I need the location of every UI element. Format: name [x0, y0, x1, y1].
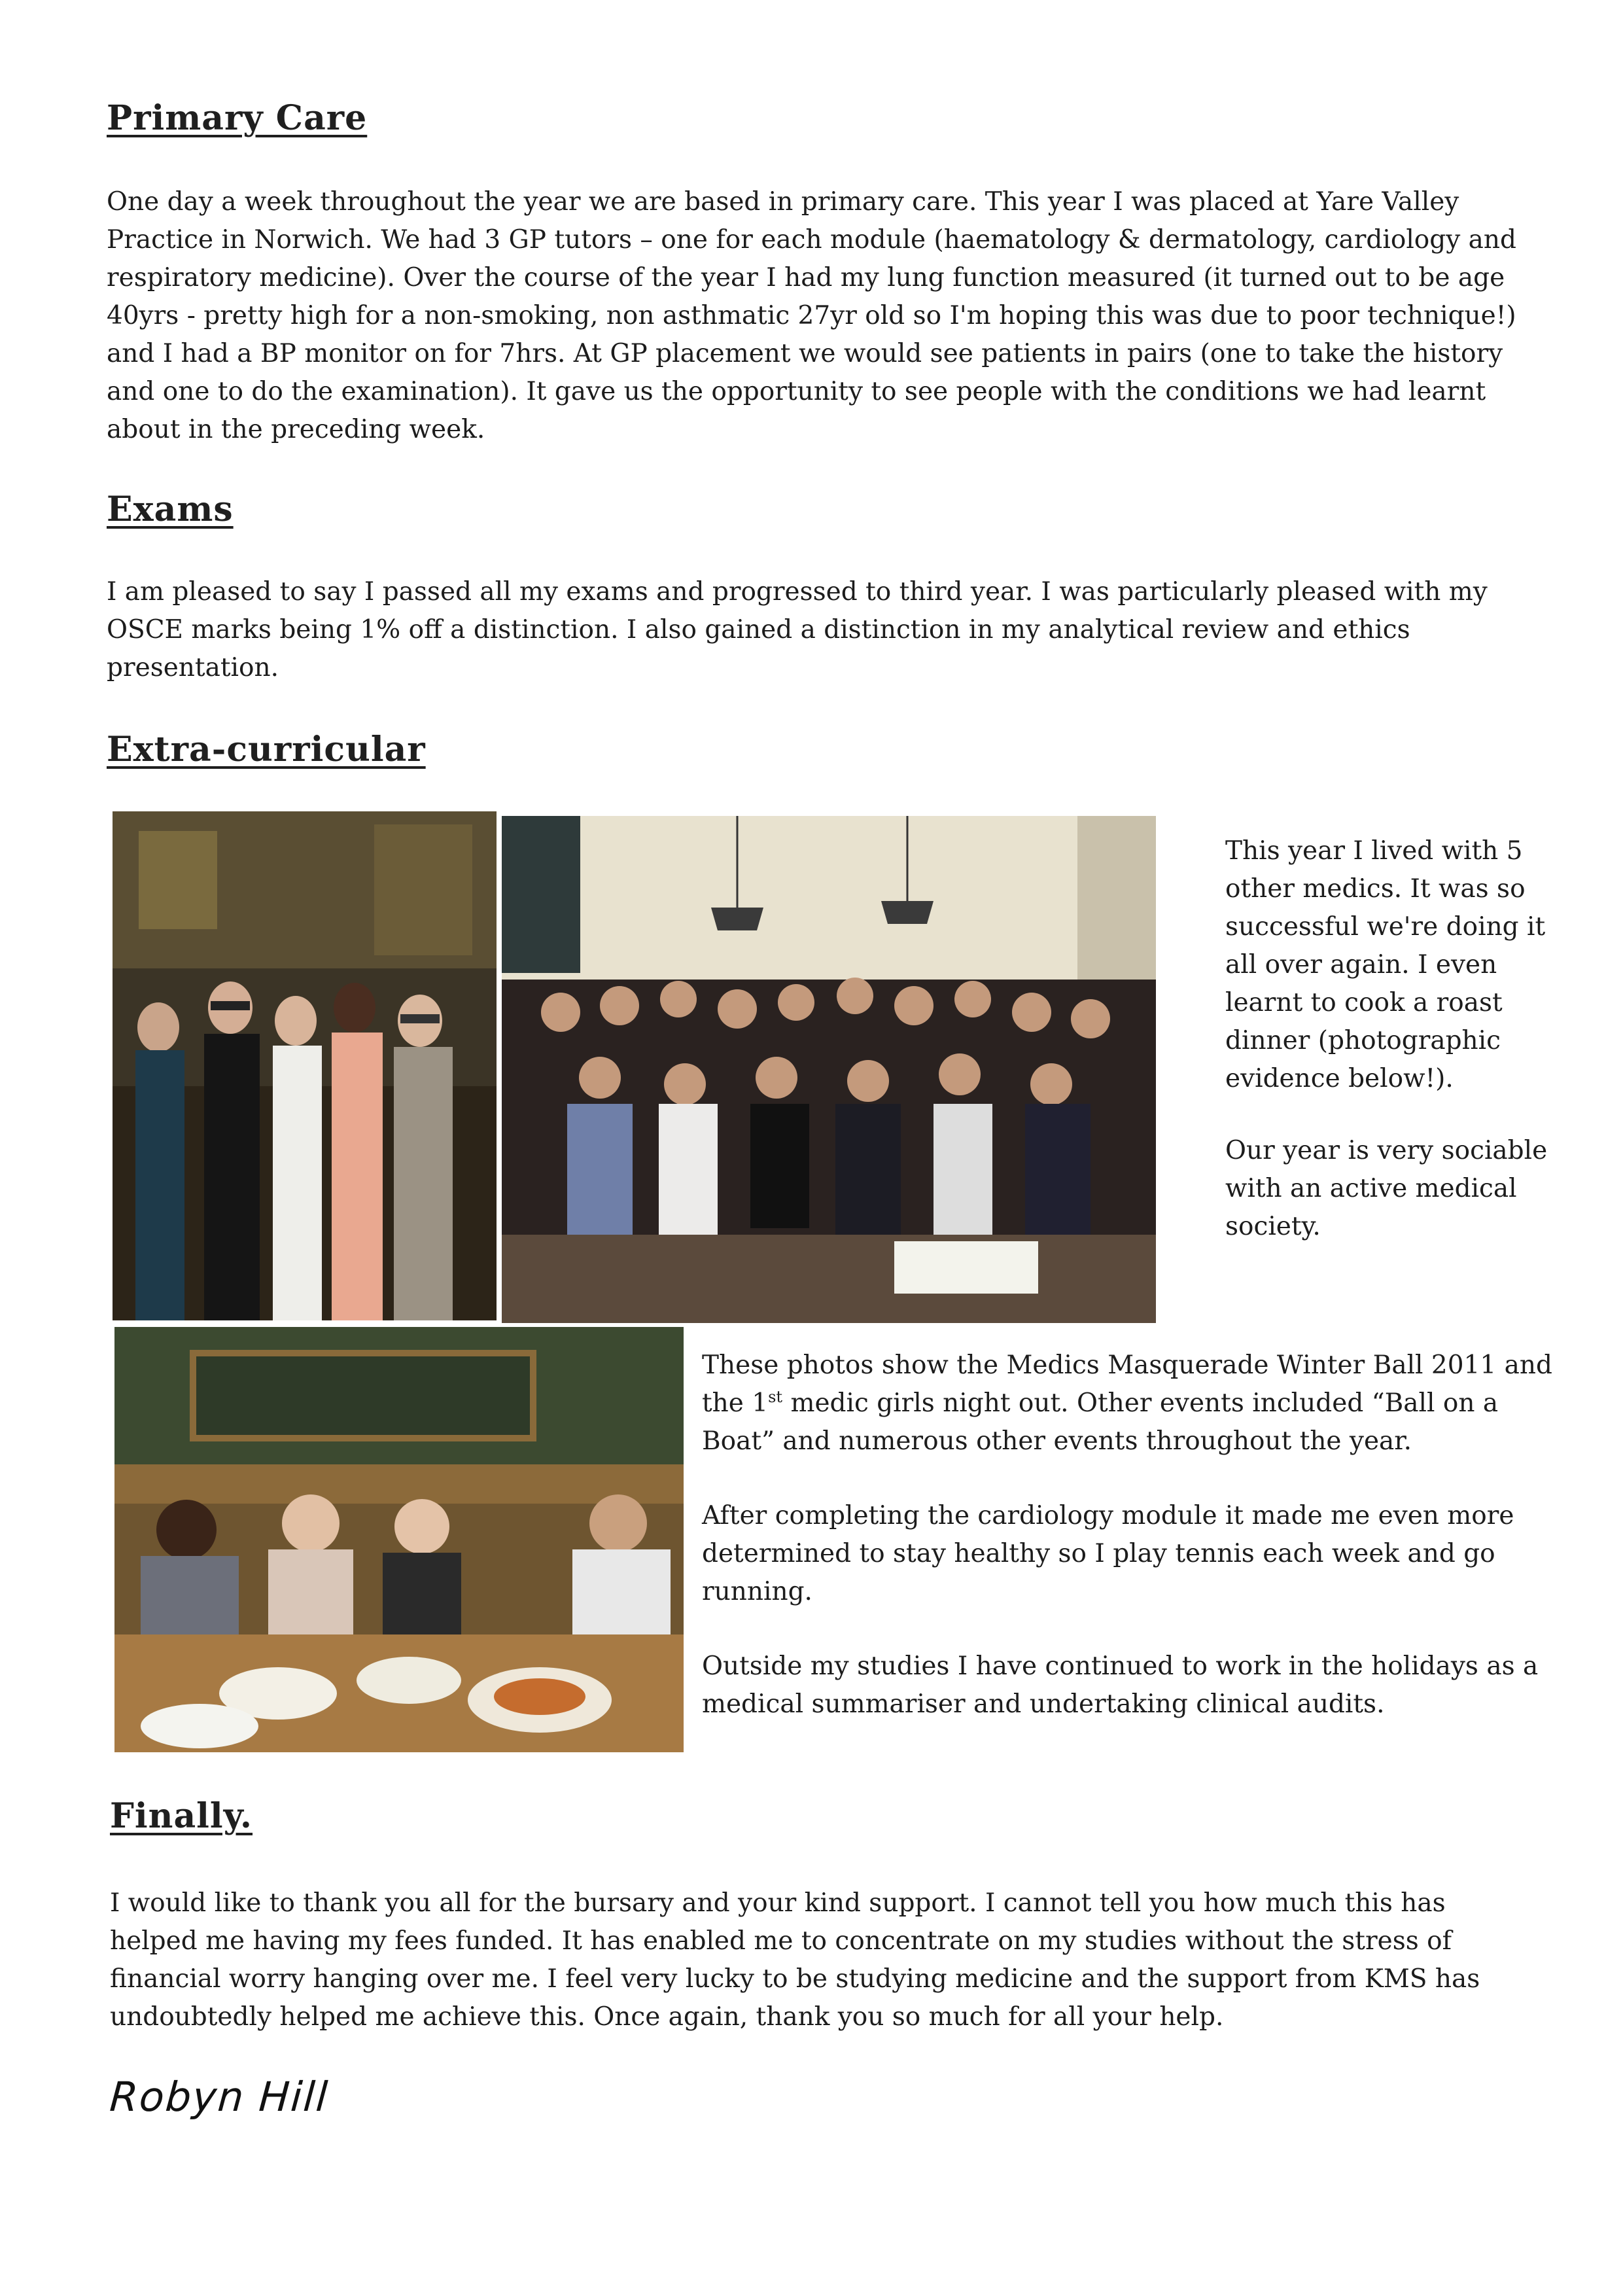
heading-finally: Finally.	[110, 1796, 253, 1836]
photos-caption-paragraph	[702, 1347, 1572, 1460]
photo-roast-dinner	[114, 1327, 684, 1752]
exams-paragraph: I am pleased to say I passed all my exams and progressed to third year. I was particularly pleased with my OSCE marks being 1% off a distinction. I also gained a distinction in my analytical review and ethics presentation.	[107, 577, 1488, 682]
work-paragraph: Outside my studies I have continued to work in the holidays as a medical summariser and undertaking clinical audits.	[702, 1651, 1539, 1719]
photos-caption-text-start: These photos show the Medics Masquerade Winter Ball 2011 and the 1	[702, 1351, 1552, 1418]
health-paragraph: After completing the cardiology module it made me even more determined to stay healthy so I play tennis each week and go running.	[702, 1501, 1514, 1606]
social-paragraph: Our year is very sociable with an active medical society.	[1225, 1136, 1548, 1241]
housemates-paragraph: This year I lived with 5 other medics. It was so successful we're doing it all over again. I even learnt to cook a roast dinner (photographic evidence below!).	[1225, 836, 1546, 1093]
primary-care-paragraph: One day a week throughout the year we are based in primary care. This year I was placed at Yare Valley Practice in Norwich. We had 3 GP tutors – one for each module (haematology & dermatology, cardiology and respiratory medicine). Over the course of the year I had my lung function measured (it turned out to be age 40yrs - pretty high for a non-smoking, non asthmatic 27yr old so I'm hoping this was due to poor technique!) and I had a BP monitor on for 7hrs. At GP placement we would see patients in pairs (one to take the history and one to do the examination). It gave us the opportunity to see people with the conditions we had learnt about in the preceding week.	[107, 187, 1516, 444]
heading-extra-curricular: Extra-curricular	[107, 730, 426, 769]
finally-paragraph: I would like to thank you all for the bursary and your kind support. I cannot tell you how much this has helped me having my fees funded. It has enabled me to concentrate on my studies without the stress of financial worry hanging over me. I feel very lucky to be studying medicine and the support from KMS has undoubtedly helped me achieve this. Once again, thank you so much for all your help.	[110, 1888, 1480, 2032]
signature: Robyn Hill	[108, 2073, 330, 2121]
heading-exams: Exams	[107, 489, 234, 529]
photo-girls-night-out	[502, 816, 1156, 1323]
photos-caption-superscript: st	[768, 1388, 783, 1406]
photo-masquerade-ball	[113, 811, 497, 1320]
heading-primary-care: Primary Care	[107, 98, 368, 138]
photos-caption-text-end: medic girls night out. Other events included “Ball on a Boat” and numerous other events throughout the year.	[702, 1388, 1499, 1456]
